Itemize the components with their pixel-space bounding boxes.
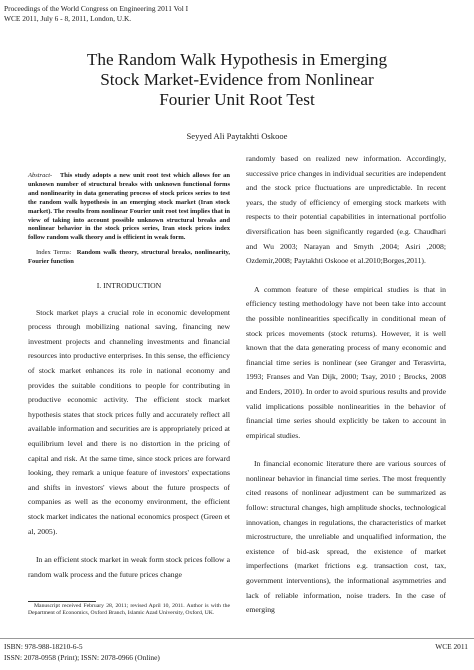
footer-conference: WCE 2011 [435, 642, 468, 651]
paragraph: A common feature of these empirical studies is that in efficiency testing methodology have not been take into account the possible nonlinearities specifically in conditional mean of stock prices movements (stock returns). However, it is well known that the data generating process of many economic and financial time series is nonlinear (see Granger and Terasvirta, 1993; Franses and Van Dijk, 2000; Tsay, 2010 ; Brocks, 2008 and Enders, 2010). In order to avoid spurious results and provide valid implications possible nonlinearities in the behavior of financial time series should explicitly be taken to account in empirical studies. [246, 284, 446, 440]
index-terms-lead: Index Terms: [36, 249, 72, 257]
title-line-1: The Random Walk Hypothesis in Emerging [86, 50, 388, 69]
index-terms-text: Random walk theory, structural breaks, nonlinearity, Fourier function [28, 249, 231, 266]
right-column [246, 152, 446, 618]
running-header [4, 4, 188, 24]
paragraph: In an efficient stock market in weak form stock prices follow a random walk process and the future prices change [28, 555, 230, 579]
author-name: Seyyed Ali Paytakhti Oskooe [186, 131, 288, 141]
footer-issn: ISSN: 2078-0958 (Print); ISSN: 2078-0966 (Online) [4, 652, 160, 662]
footnote: Manuscript received February 28, 2011; revised April 10, 2011. Author is with the Department of Economics, Oxford Branch, Islamic Azad University, Oxford, UK. [28, 603, 230, 617]
title-line-3: Fourier Unit Root Test [159, 90, 315, 109]
footer-isbn: ISBN: 978-988-18210-6-5 [4, 642, 83, 651]
abstract [28, 172, 230, 243]
header-line-2: WCE 2011, July 6 - 8, 2011, London, U.K. [4, 14, 132, 23]
abstract-text: This study adopts a new unit root test which allows for an unknown number of structural breaks with unknown functional forms and nonlinearity in data generating process of stock prices series to test the random walk hypothesis in an emerging stock market (Iran stock market). The results from nonlinear Fourier unit root test implies that in view of taking into account possible unknown structural breaks and nonlinear behavior in the stock prices series, Iran stock prices index follow random walk theory and is efficient in weak form. [28, 172, 230, 242]
footer-rule [0, 638, 474, 639]
index-terms [28, 249, 230, 267]
section-heading: I. INTRODUCTION [96, 281, 162, 291]
paper-title [20, 50, 454, 110]
footnote-rule [28, 601, 96, 602]
left-column [28, 152, 230, 582]
title-line-2: Stock Market-Evidence from Nonlinear [100, 70, 374, 89]
abstract-lead: Abstract- [28, 172, 53, 179]
paragraph: Stock market plays a crucial role in economic development process through mobilizing national saving, financing new investment projects and channeling investments and financial resources into productive enterprises. In this sense, the efficiency of stock market enhances its role in national economy and provides the suitable conditions to people for contributing in productive economic activity. The efficient stock market hypothesis states that stock prices fully and accurately reflect all available information and securities are is appropriately priced at equilibrium level and there is no distortion in the pricing of capital and risk. At the same time, since stock prices are forward looking, they remark a unique feature of investors' expectations and shifts in investors' views about the future prospects of companies as well as the economy environment, the efficient stock market indicates the national economics prospect (Green et al, 2005). [28, 307, 230, 536]
paragraph: randomly based on realized new information. Accordingly, successive price changes in individual securities are independent and the stock price fluctuations are unpredictable. In recent years, the study of efficiency of emerging stock markets with respects to their potential capabilities in international portfolio diversification has been significantly regarded (e.g. Chaudhari and Wu 2003; Narayan and Smyth ,2004; Asiri ,2008; Ozdemir,2008; Paytakhti Oskooe et al.2010;Borges,2011). [246, 154, 446, 266]
paragraph: In financial economic literature there are various sources of nonlinear behavior in financial time series. The most frequently cited reasons of nonlinear adjustment can be summarized as follow: structural changes, high amplitude shocks, technological innovation, changes in regulations, the characteristics of market microstructure, the unreliable and unqualified information, the existence of bid-ask spread, the existence of market imperfections (market frictions e.g. transaction cost, tax, government interventions), the informational asymmetries and lack of reliable information, noise traders. In the case of emerging [246, 459, 446, 615]
header-line-1: Proceedings of the World Congress on Engineering 2011 Vol I [4, 4, 189, 13]
footer-isbn-block [4, 642, 160, 663]
